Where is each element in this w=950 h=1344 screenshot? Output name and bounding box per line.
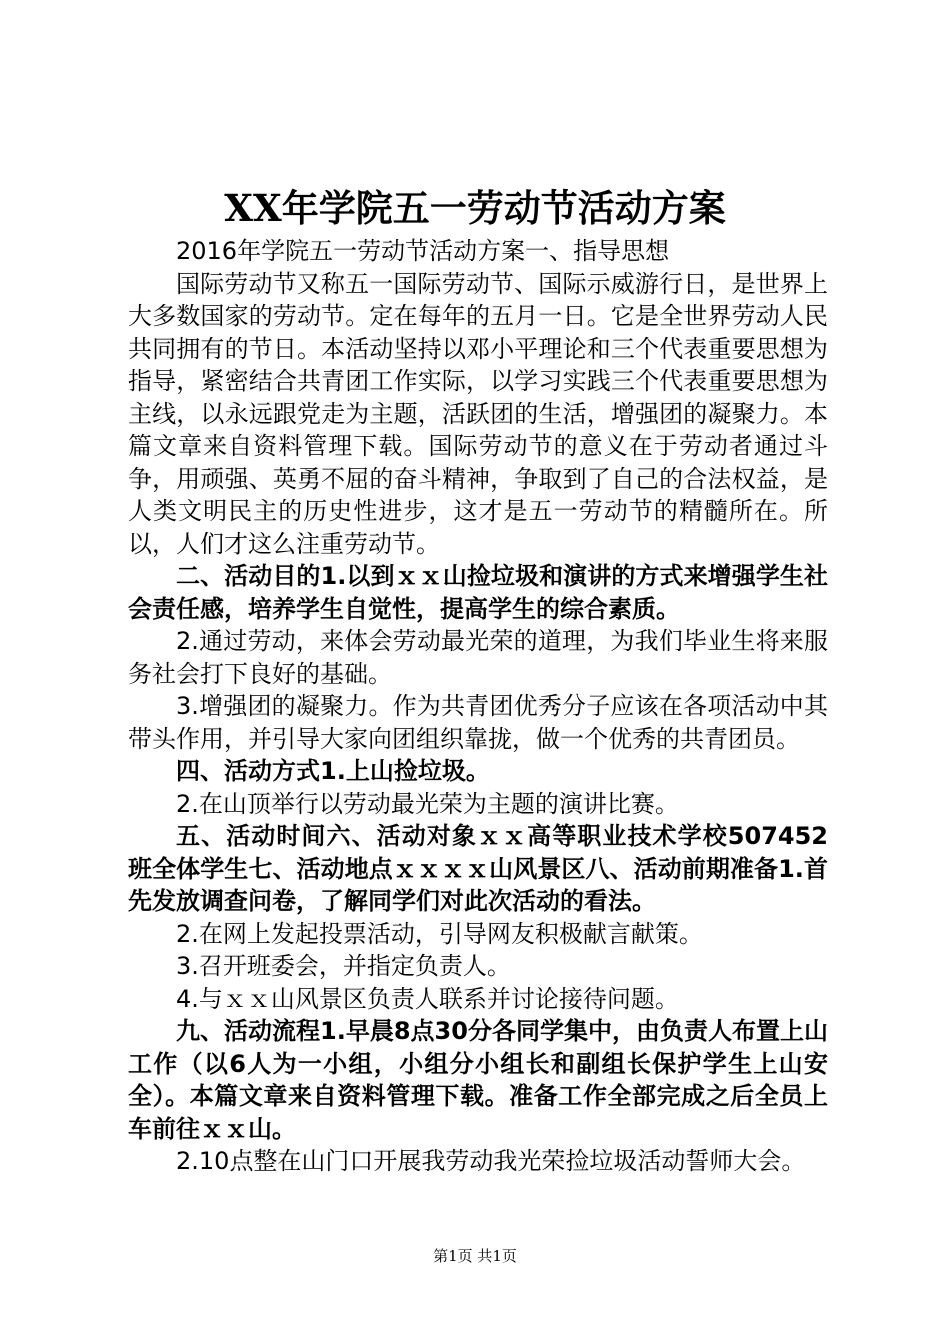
paragraph-11: 4.与ｘｘ山风景区负责人联系并讨论接待问题。 xyxy=(176,984,679,1013)
paragraph-2: 国际劳动节又称五一国际劳动节、国际示威游行日，是世界上大多数国家的劳动节。定在每年的五月一日。它是全世界劳动人民共同拥有的节日。本活动坚持以邓小平理论和三个代表重要思想为指导，紧密结合共青团工作实际，以学习实践三个代表重要思想为主线，以永远跟党走为主题，活跃团的生活，增强团的凝聚力。本篇文章来自资料管理下载。国际劳动节的意义在于劳动者通过斗争，用顽强、英勇不屈的奋斗精神，争取到了自己的合法权益，是人类文明民主的历史性进步，这才是五一劳动节的精髓所在。所以，人们才这么注重劳动节。 xyxy=(128,269,828,558)
paragraph-8: 五、活动时间六、活动对象ｘｘ高等职业技术学校507452班全体学生七、活动地点ｘｘｘｘ山风景区八、活动前期准备1.首先发放调查问卷，了解同学们对此次活动的看法。 xyxy=(128,822,828,915)
document-title: XX年学院五一劳动节活动方案 xyxy=(224,186,726,230)
page-footer: 第1页 共1页 xyxy=(433,1247,517,1265)
paragraph-1: 2016年学院五一劳动节活动方案一、指导思想 xyxy=(176,237,670,265)
paragraph-6: 四、活动方式1.上山捡垃圾。 xyxy=(176,757,490,785)
paragraph-7: 2.在山顶举行以劳动最光荣为主题的演讲比赛。 xyxy=(176,789,679,818)
paragraph-9: 2.在网上发起投票活动，引导网友积极献言献策。 xyxy=(176,919,703,948)
paragraph-12: 九、活动流程1.早晨8点30分各同学集中，由负责人布置上山工作（以6人为一小组，小组分小组长和副组长保护学生上山安全）。本篇文章来自资料管理下载。准备工作全部完成之后全员上车前往ｘｘ山。 xyxy=(128,1017,828,1143)
paragraph-13: 2.10点整在山门口开展我劳动我光荣捡垃圾活动誓师大会。 xyxy=(176,1147,806,1175)
paragraph-3: 二、活动目的1.以到ｘｘ山捡垃圾和演讲的方式来增强学生社会责任感，培养学生自觉性，提高学生的综合素质。 xyxy=(128,562,828,623)
paragraph-10: 3.召开班委会，并指定负责人。 xyxy=(176,952,511,980)
paragraph-4: 2.通过劳动，来体会劳动最光荣的道理，为我们毕业生将来服务社会打下良好的基础。 xyxy=(128,627,828,688)
paragraph-5: 3.增强团的凝聚力。作为共青团优秀分子应该在各项活动中其带头作用，并引导大家向团组织靠拢，做一个优秀的共青团员。 xyxy=(128,692,828,753)
document-body xyxy=(128,235,828,1178)
